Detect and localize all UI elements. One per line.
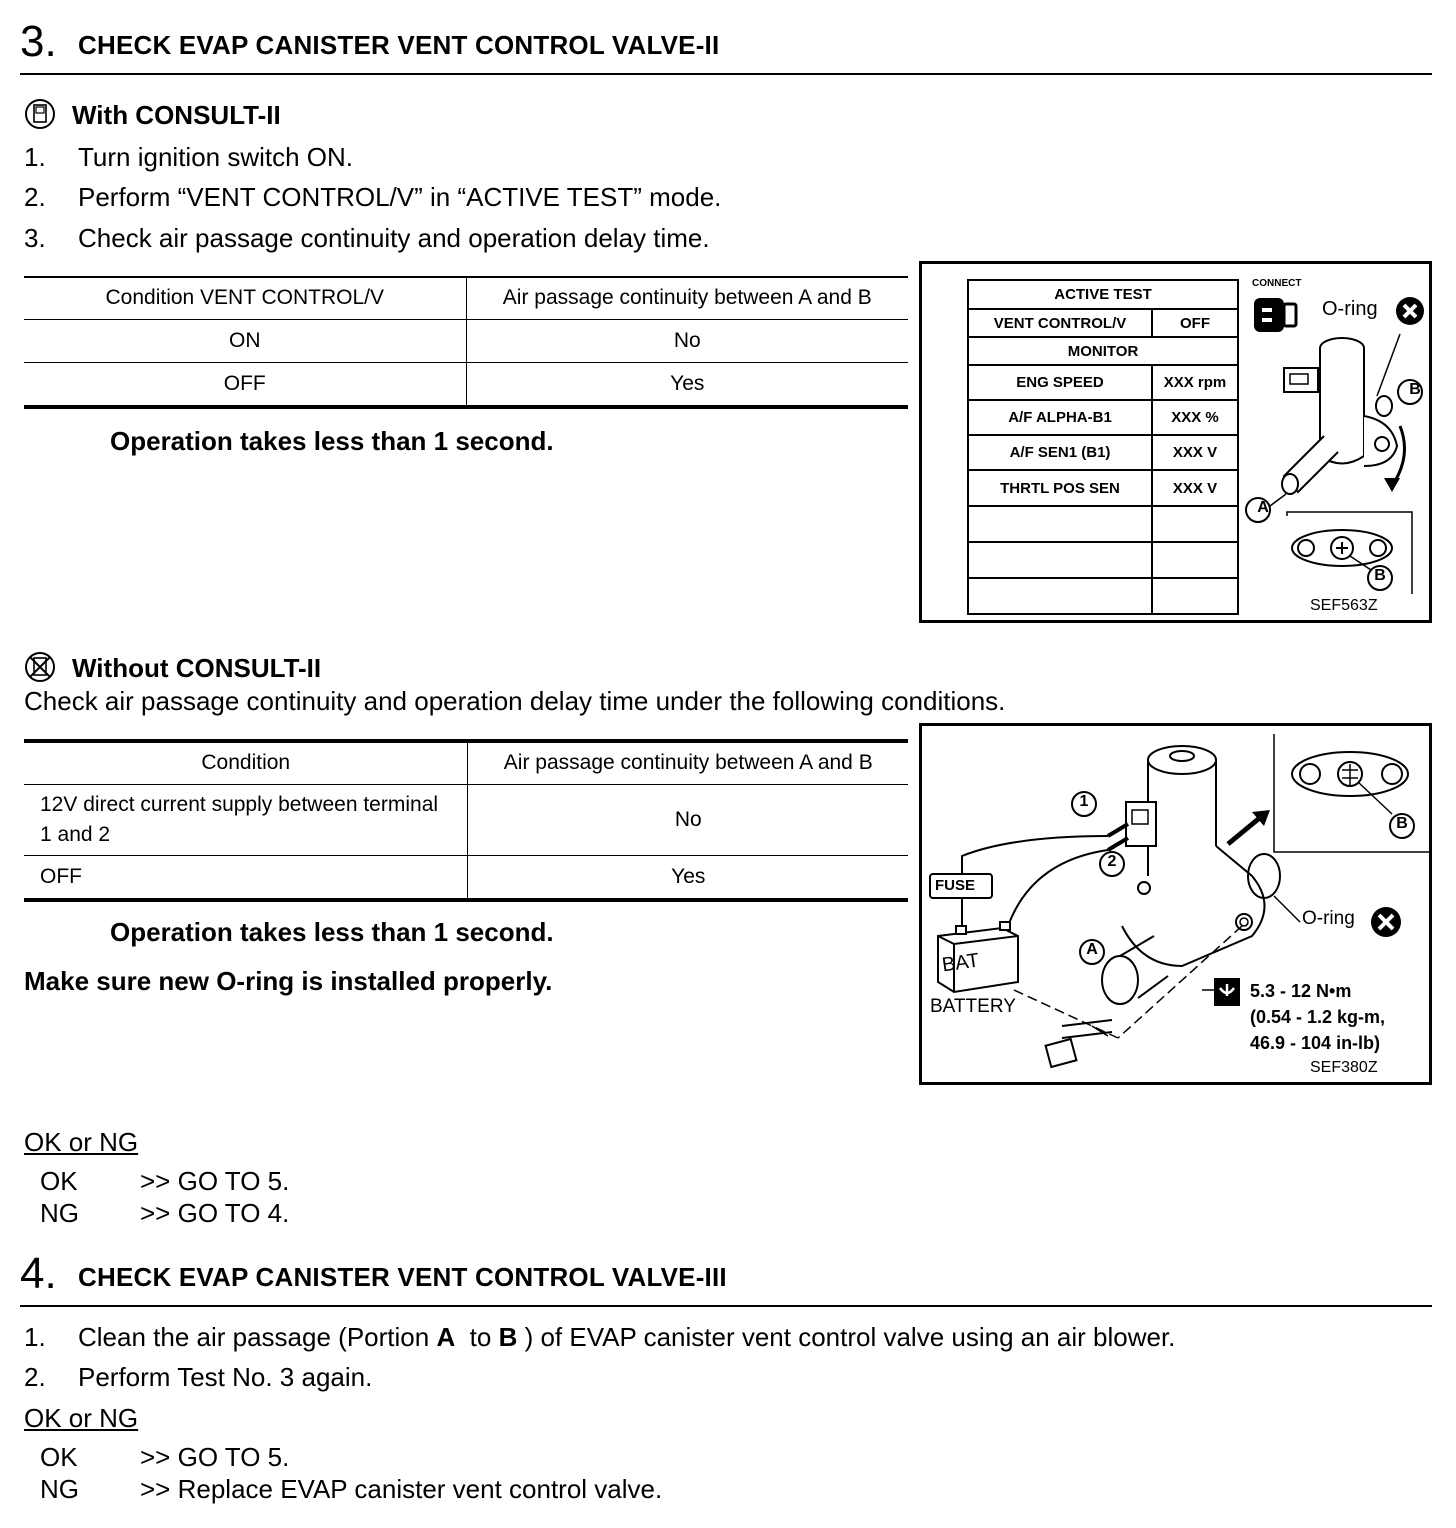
step-text: Perform Test No. 3 again.	[78, 1362, 373, 1392]
table-cell: OFF	[24, 856, 468, 901]
result-heading: OK or NG	[24, 1403, 139, 1433]
table-header: Air passage continuity between A and B	[468, 742, 908, 785]
terminal-1-label: 1	[1079, 793, 1089, 810]
step4-number: 4.	[20, 1249, 57, 1298]
monitor-cell: XXX V	[1152, 435, 1238, 470]
torque-line-3: 46.9 - 104 in-lb)	[1250, 1033, 1381, 1053]
active-test-monitor	[967, 279, 1239, 615]
result-action: >> Replace EVAP canister vent control valve.	[140, 1474, 663, 1504]
result-heading: OK or NG	[24, 1127, 139, 1157]
oring-label: O-ring	[1322, 298, 1378, 320]
step-number: 2.	[24, 182, 46, 212]
step-text	[78, 1322, 1175, 1353]
without-consult-heading: Without CONSULT-II	[72, 653, 322, 683]
no-consult-icon	[24, 651, 56, 688]
label-b: B	[1396, 815, 1408, 832]
monitor-title: ACTIVE TEST	[968, 280, 1238, 309]
label-a: A	[1086, 941, 1098, 958]
consult-icon	[24, 98, 56, 135]
step4-rule	[20, 1305, 1432, 1307]
text-segment: to	[455, 1322, 499, 1352]
table-header: Condition VENT CONTROL/V	[24, 277, 466, 320]
operation-note: Operation takes less than 1 second.	[110, 426, 554, 456]
result-action: >> GO TO 5.	[140, 1442, 290, 1472]
table-cell: No	[466, 320, 908, 363]
monitor-cell: A/F SEN1 (B1)	[968, 435, 1152, 470]
text-segment: ) of EVAP canister vent control valve using an air blower.	[517, 1322, 1176, 1352]
table-row	[24, 363, 908, 408]
portion-b: B	[498, 1322, 518, 1352]
vent-valve-drawing	[1242, 326, 1432, 616]
monitor-cell: ENG SPEED	[968, 365, 1152, 400]
manual-spec-table	[24, 742, 908, 902]
result-key: NG	[40, 1474, 79, 1504]
monitor-cell: XXX rpm	[1152, 365, 1238, 400]
step-text: Perform “VENT CONTROL/V” in “ACTIVE TEST” mode.	[78, 182, 722, 212]
table-cell: 12V direct current supply between terminal 1 and 2	[24, 785, 468, 856]
label-b-bottom: B	[1374, 567, 1386, 584]
monitor-section: MONITOR	[968, 337, 1238, 365]
oring-label: O-ring	[1302, 908, 1355, 929]
connect-label: CONNECT	[1252, 278, 1302, 289]
bat-label: BAT	[940, 949, 981, 977]
table-cell: ON	[24, 320, 466, 363]
with-consult-heading: With CONSULT-II	[72, 100, 281, 130]
without-consult-intro: Check air passage continuity and operation delay time under the following conditions.	[24, 686, 1006, 716]
no-reuse-icon	[1395, 296, 1425, 326]
oring-note: Make sure new O-ring is installed properly.	[24, 966, 553, 996]
monitor-cell: VENT CONTROL/V	[968, 309, 1152, 337]
table-cell: Yes	[466, 363, 908, 408]
torque-line-1: 5.3 - 12 N•m	[1250, 981, 1352, 1001]
table-cell: Yes	[468, 856, 908, 901]
result-key: OK	[40, 1442, 78, 1472]
result-action: >> GO TO 4.	[140, 1198, 290, 1228]
consult-spec-table	[24, 277, 908, 409]
step-number: 1.	[24, 142, 46, 172]
table-row	[24, 785, 908, 856]
result-key: OK	[40, 1166, 78, 1196]
operation-note-2: Operation takes less than 1 second.	[110, 917, 554, 947]
monitor-cell: A/F ALPHA-B1	[968, 400, 1152, 435]
step3-rule	[20, 73, 1432, 75]
terminal-2-label: 2	[1107, 853, 1117, 870]
step-number: 1.	[24, 1322, 46, 1352]
step-text: Check air passage continuity and operation delay time.	[78, 223, 710, 253]
step4-title: CHECK EVAP CANISTER VENT CONTROL VALVE-III	[78, 1262, 727, 1292]
monitor-cell: THRTL POS SEN	[968, 470, 1152, 506]
table-row	[24, 856, 908, 901]
table-cell: No	[468, 785, 908, 856]
step-text: Turn ignition switch ON.	[78, 142, 354, 172]
table-row	[24, 320, 908, 363]
text-segment: Clean the air passage (Portion	[78, 1322, 437, 1352]
step-number: 3.	[24, 223, 46, 253]
table-cell: OFF	[24, 363, 466, 408]
portion-a: A	[436, 1322, 456, 1352]
battery-wiring-drawing	[922, 726, 1429, 1082]
step3-number: 3.	[20, 17, 57, 66]
step3-title: CHECK EVAP CANISTER VENT CONTROL VALVE-II	[78, 30, 720, 60]
label-a: A	[1257, 499, 1269, 516]
fuse-label: FUSE	[935, 877, 976, 894]
figure-code: SEF563Z	[1310, 597, 1378, 614]
label-b-top: B	[1409, 381, 1421, 398]
step-number: 2.	[24, 1362, 46, 1392]
result-key: NG	[40, 1198, 79, 1228]
result-action: >> GO TO 5.	[140, 1166, 290, 1196]
monitor-cell: XXX V	[1152, 470, 1238, 506]
table-header-row	[24, 742, 908, 785]
monitor-cell: XXX %	[1152, 400, 1238, 435]
figure-active-test	[919, 261, 1432, 623]
table-header: Condition	[24, 742, 468, 785]
battery-label: BATTERY	[930, 996, 1016, 1017]
monitor-cell: OFF	[1152, 309, 1238, 337]
figure-code: SEF380Z	[1310, 1059, 1378, 1076]
torque-line-2: (0.54 - 1.2 kg-m,	[1250, 1007, 1386, 1027]
table-header: Air passage continuity between A and B	[466, 277, 908, 320]
figure-battery-test	[919, 723, 1432, 1085]
table-header-row	[24, 277, 908, 320]
